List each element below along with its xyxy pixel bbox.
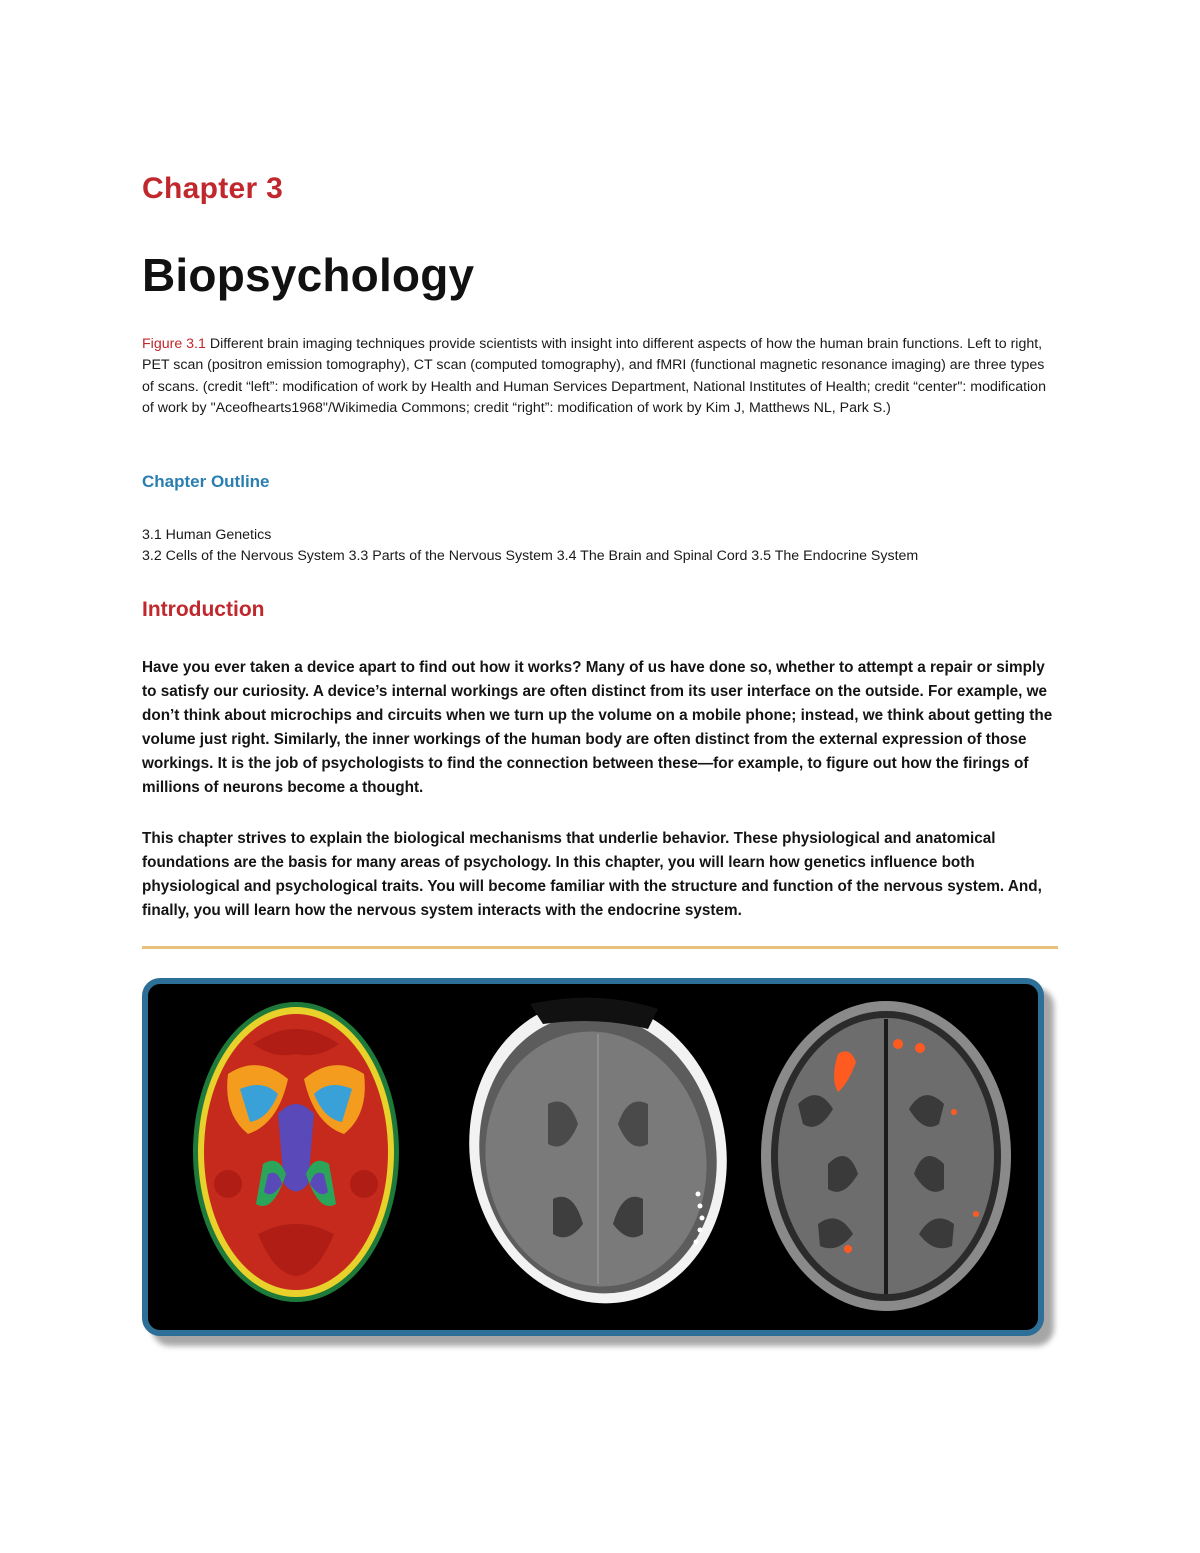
chapter-outline-list (142, 525, 1062, 567)
figure-caption (142, 334, 1047, 420)
outline-item: 3.1 Human Genetics (142, 527, 272, 543)
brain-scan-figure (142, 978, 1044, 1336)
pet-scan-image (168, 984, 428, 1330)
ct-scan-image (448, 984, 748, 1330)
section-divider (142, 946, 1058, 949)
outline-item: 3.2 Cells of the Nervous System 3.3 Parts of the Nervous System 3.4 The Brain and Spinal Cord 3.5 The Endocrine System (142, 548, 919, 564)
intro-paragraph: Have you ever taken a device apart to find out how it works? Many of us have done so, whether to attempt a repair or simply to satisfy our curiosity. A device’s internal workings are often distinct from its user interface on the outside. For example, we don’t think about microchips and circuits when we turn up the volume on a mobile phone; instead, we think about getting the volume just right. Similarly, the inner workings of the human body are often distinct from the external expression of those workings. It is the job of psychologists to find the connection between these—for example, to figure out how the firings of millions of neurons become a thought. (142, 659, 1053, 796)
introduction-heading: Introduction (142, 598, 265, 621)
intro-paragraph: This chapter strives to explain the biological mechanisms that underlie behavior. These physiological and anatomical foundations are the basis for many areas of psychology. In this chapter, you will learn how genetics influence both physiological and psychological traits. You will become familiar with the structure and function of the nervous system. And, finally, you will learn how the nervous system interacts with the endocrine system. (142, 830, 1042, 919)
chapter-label: Chapter 3 (142, 172, 284, 205)
chapter-outline-heading: Chapter Outline (142, 472, 270, 491)
figure-label: Figure 3.1 (142, 336, 206, 352)
fmri-scan-image (758, 984, 1028, 1330)
chapter-title: Biopsychology (142, 249, 475, 301)
figure-caption-text: Different brain imaging techniques provide scientists with insight into different aspects of how the human brain functions. Left to right, PET scan (positron emission tomography), CT scan (computed tomography), and fMRI (functional magnetic resonance imaging) are three types of scans. (credit “left”: modification of work by Health and Human Services Department, National Institutes of Health; credit “center": modification of work by "Aceofhearts1968"/Wikimedia Commons; credit “right”: modification of work by Kim J, Matthews NL, Park S.) (142, 336, 1046, 417)
